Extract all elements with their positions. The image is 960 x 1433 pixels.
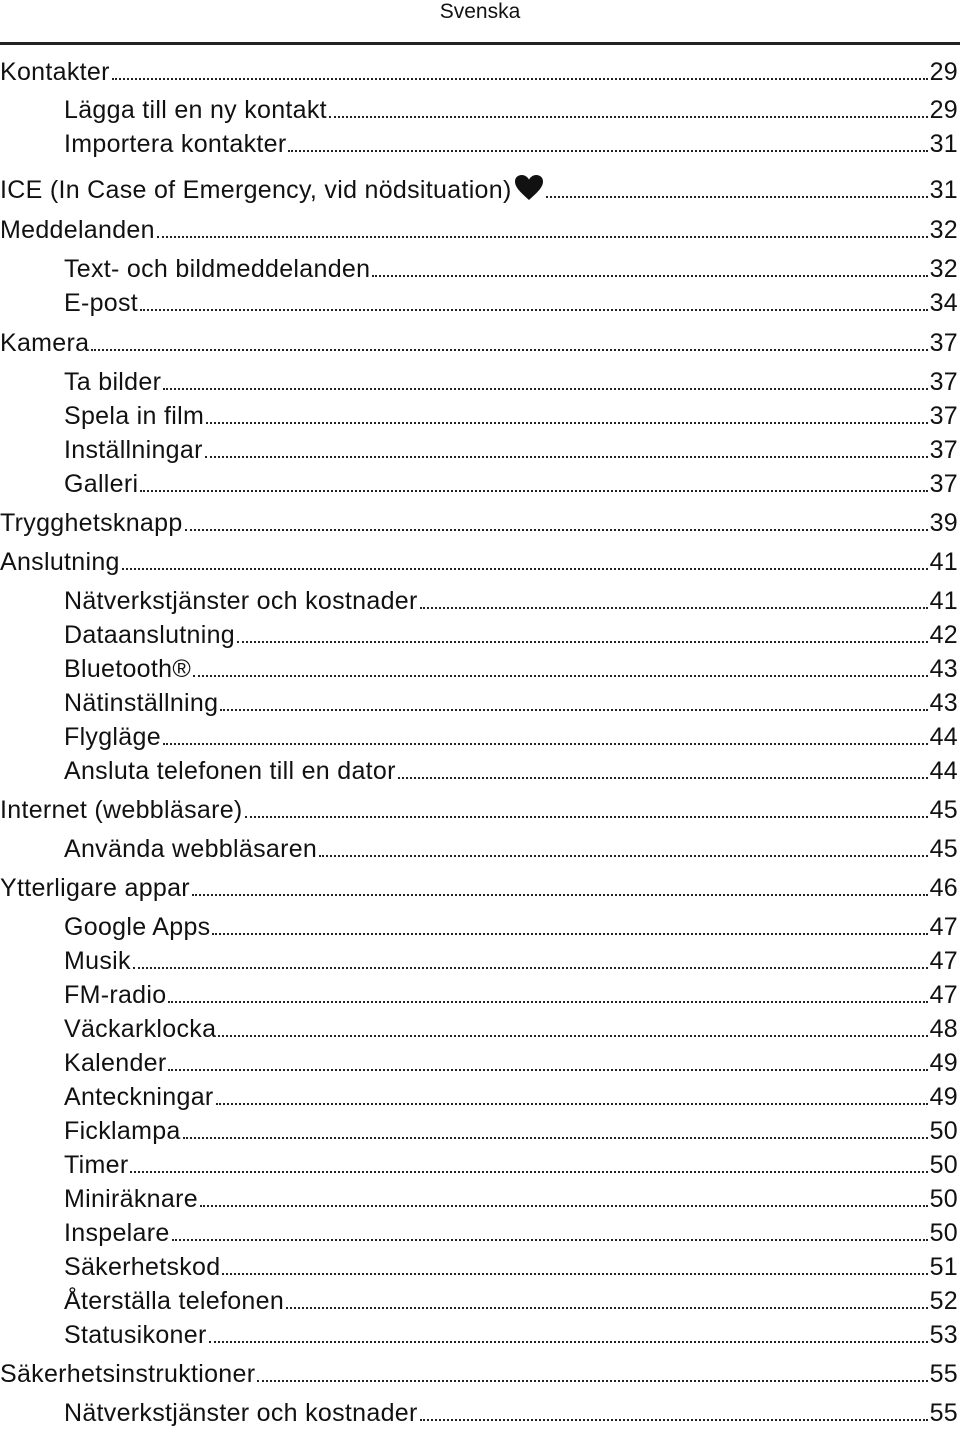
toc-entry-page-number: 49 bbox=[929, 1083, 958, 1111]
toc-dot-leader bbox=[192, 894, 928, 896]
toc-entry[interactable] bbox=[0, 586, 958, 616]
toc-entry-title bbox=[0, 795, 245, 825]
toc-dot-leader bbox=[319, 855, 927, 857]
toc-entry[interactable] bbox=[0, 547, 958, 577]
toc-entry[interactable] bbox=[0, 912, 958, 942]
toc-dot-leader bbox=[168, 1069, 927, 1071]
toc-entry-title bbox=[0, 328, 91, 358]
toc-entry[interactable] bbox=[0, 328, 958, 358]
toc-dot-leader bbox=[420, 1419, 928, 1421]
toc-entry-page-number: 34 bbox=[929, 289, 958, 317]
toc-entry[interactable] bbox=[0, 254, 958, 284]
toc-entry-title bbox=[64, 1252, 222, 1282]
toc-entry-title-text: FM-radio bbox=[64, 981, 167, 1009]
toc-dot-leader bbox=[133, 967, 928, 969]
toc-entry[interactable] bbox=[0, 508, 958, 538]
toc-entry-title bbox=[0, 873, 192, 903]
toc-dot-leader bbox=[286, 1307, 928, 1309]
toc-dot-leader bbox=[245, 816, 928, 818]
toc-entry-title bbox=[64, 912, 212, 942]
toc-entry-title-text: Miniräknare bbox=[64, 1185, 198, 1213]
toc-entry-title bbox=[64, 756, 398, 786]
toc-entry-title-text: Musik bbox=[64, 947, 131, 975]
toc-entry-title bbox=[64, 1184, 200, 1214]
toc-entry[interactable] bbox=[0, 288, 958, 318]
toc-entry-title bbox=[64, 946, 133, 976]
toc-dot-leader bbox=[546, 196, 928, 198]
toc-entry-page-number: 41 bbox=[929, 587, 958, 615]
toc-dot-leader bbox=[183, 1137, 928, 1139]
toc-entry-title-text: Nätinställning bbox=[64, 689, 219, 717]
toc-entry[interactable] bbox=[0, 654, 958, 684]
toc-entry-title-text: Kontakter bbox=[0, 58, 110, 86]
toc-dot-leader bbox=[257, 1380, 927, 1382]
toc-entry-title-text: Ta bilder bbox=[64, 368, 162, 396]
toc-entry-title bbox=[64, 980, 168, 1010]
toc-entry[interactable] bbox=[0, 129, 958, 159]
toc-entry-title-text: Ansluta telefonen till en dator bbox=[64, 757, 396, 785]
toc-entry-page-number: 51 bbox=[929, 1253, 958, 1281]
toc-entry-title bbox=[64, 586, 420, 616]
toc-entry-title bbox=[0, 174, 546, 205]
toc-entry[interactable] bbox=[0, 1116, 958, 1146]
toc-dot-leader bbox=[288, 150, 927, 152]
toc-entry[interactable] bbox=[0, 1184, 958, 1214]
toc-entry-page-number: 49 bbox=[929, 1049, 958, 1077]
toc-entry-title bbox=[64, 435, 205, 465]
toc-entry[interactable] bbox=[0, 620, 958, 650]
toc-entry-page-number: 48 bbox=[929, 1015, 958, 1043]
toc-dot-leader bbox=[185, 529, 928, 531]
page-header-label: Svenska bbox=[439, 0, 521, 23]
toc-entry-title-text: Inställningar bbox=[64, 436, 203, 464]
toc-entry-page-number: 47 bbox=[929, 947, 958, 975]
toc-entry-page-number: 37 bbox=[929, 436, 958, 464]
toc-entry-title bbox=[64, 469, 140, 499]
toc-entry-page-number: 45 bbox=[929, 796, 958, 824]
toc-entry-page-number: 43 bbox=[929, 689, 958, 717]
toc-entry-title bbox=[0, 508, 185, 538]
toc-entry-title bbox=[64, 1320, 209, 1350]
toc-dot-leader bbox=[172, 1239, 928, 1241]
toc-entry-page-number: 55 bbox=[929, 1399, 958, 1427]
toc-entry-title-text: Timer bbox=[64, 1151, 129, 1179]
toc-entry-title-text: Ficklampa bbox=[64, 1117, 181, 1145]
toc-entry[interactable] bbox=[0, 1048, 958, 1078]
toc-entry-title bbox=[64, 401, 206, 431]
toc-dot-leader bbox=[222, 1273, 927, 1275]
toc-entry-page-number: 37 bbox=[929, 402, 958, 430]
toc-entry-title bbox=[64, 288, 140, 318]
toc-dot-leader bbox=[220, 709, 927, 711]
toc-entry-title bbox=[64, 1286, 286, 1316]
toc-entry[interactable] bbox=[0, 435, 958, 465]
toc-entry-title bbox=[64, 1082, 216, 1112]
toc-entry[interactable] bbox=[0, 722, 958, 752]
toc-entry-page-number: 39 bbox=[929, 509, 958, 537]
toc-entry-title-text: Säkerhetsinstruktioner bbox=[0, 1360, 256, 1388]
toc-entry-title-text: Anslutning bbox=[0, 548, 120, 576]
toc-entry-title-text: Dataanslutning bbox=[64, 621, 235, 649]
toc-entry-title-text: ICE (In Case of Emergency, vid nödsituation) bbox=[0, 176, 512, 204]
toc-entry-title-text: Google Apps bbox=[64, 913, 211, 941]
toc-entry[interactable] bbox=[0, 367, 958, 397]
toc-entry-page-number: 42 bbox=[929, 621, 958, 649]
toc-dot-leader bbox=[212, 933, 927, 935]
toc-entry-page-number: 44 bbox=[929, 757, 958, 785]
toc-entry-title-text: Text- och bildmeddelanden bbox=[64, 255, 371, 283]
toc-entry-title bbox=[0, 215, 157, 245]
toc-entry-page-number: 53 bbox=[929, 1321, 958, 1349]
toc-dot-leader bbox=[218, 1035, 927, 1037]
toc-entry[interactable] bbox=[0, 95, 958, 125]
toc-entry-page-number: 41 bbox=[929, 548, 958, 576]
toc-entry-title-text: Kamera bbox=[0, 329, 90, 357]
toc-entry-page-number: 37 bbox=[929, 329, 958, 357]
toc-entry-page-number: 52 bbox=[929, 1287, 958, 1315]
toc-entry-page-number: 37 bbox=[929, 470, 958, 498]
toc-entry-title bbox=[64, 1048, 168, 1078]
toc-entry-title-text: Inspelare bbox=[64, 1219, 170, 1247]
toc-entry-title-text: Väckarklocka bbox=[64, 1015, 217, 1043]
toc-entry-title bbox=[64, 654, 193, 684]
toc-entry-title bbox=[64, 1116, 183, 1146]
toc-entry[interactable] bbox=[0, 873, 958, 903]
toc-entry-title-text: Använda webbläsaren bbox=[64, 835, 318, 863]
toc-entry-page-number: 32 bbox=[929, 216, 958, 244]
toc-entry-page-number: 50 bbox=[929, 1151, 958, 1179]
toc-entry-title-text: Nätverkstjänster och kostnader bbox=[64, 1399, 418, 1427]
toc-entry-title bbox=[64, 722, 163, 752]
toc-entry[interactable] bbox=[0, 946, 958, 976]
toc-entry[interactable] bbox=[0, 834, 958, 864]
toc-entry-page-number: 55 bbox=[929, 1360, 958, 1388]
toc-entry-title-text: Kalender bbox=[64, 1049, 167, 1077]
toc-dot-leader bbox=[168, 1001, 927, 1003]
toc-entry-title-text: Återställa telefonen bbox=[64, 1287, 285, 1315]
toc-entry-title-text: Internet (webbläsare) bbox=[0, 796, 243, 824]
toc-entry-title bbox=[64, 1014, 218, 1044]
toc-dot-leader bbox=[200, 1205, 928, 1207]
toc-entry-page-number: 46 bbox=[929, 874, 958, 902]
toc-dot-leader bbox=[329, 116, 928, 118]
toc-entry-title-text: Galleri bbox=[64, 470, 139, 498]
toc-entry-page-number: 50 bbox=[929, 1117, 958, 1145]
toc-entry-title bbox=[64, 1218, 172, 1248]
toc-entry-title-text: Flygläge bbox=[64, 723, 161, 751]
toc-entry-page-number: 29 bbox=[929, 96, 958, 124]
toc-entry-title-text: E-post bbox=[64, 289, 139, 317]
toc-dot-leader bbox=[140, 309, 928, 311]
toc-dot-leader bbox=[140, 490, 927, 492]
toc-dot-leader bbox=[209, 1341, 928, 1343]
toc-entry-title bbox=[0, 57, 112, 87]
toc-entry[interactable] bbox=[0, 174, 958, 205]
toc-entry[interactable] bbox=[0, 215, 958, 245]
toc-entry-page-number: 50 bbox=[929, 1219, 958, 1247]
toc-entry-title-text: Trygghetsknapp bbox=[0, 509, 183, 537]
toc-dot-leader bbox=[91, 349, 927, 351]
toc-entry-title-text: Meddelanden bbox=[0, 216, 155, 244]
toc-entry-title-text: Lägga till en ny kontakt bbox=[64, 96, 327, 124]
toc-entry-page-number: 32 bbox=[929, 255, 958, 283]
toc-entry-page-number: 31 bbox=[929, 130, 958, 158]
toc-entry-title-text: Säkerhetskod bbox=[64, 1253, 221, 1281]
toc-entry[interactable] bbox=[0, 1320, 958, 1350]
toc-entry-title bbox=[0, 547, 122, 577]
toc-entry[interactable] bbox=[0, 1150, 958, 1180]
toc-entry[interactable] bbox=[0, 1252, 958, 1282]
toc-dot-leader bbox=[163, 388, 927, 390]
toc-dot-leader bbox=[163, 743, 928, 745]
toc-entry-title-text: Spela in film bbox=[64, 402, 205, 430]
toc-entry-title-text: Statusikoner bbox=[64, 1321, 207, 1349]
toc-entry-title-text: Bluetooth® bbox=[64, 655, 192, 683]
toc-entry-title-text: Anteckningar bbox=[64, 1083, 214, 1111]
toc-entry[interactable] bbox=[0, 795, 958, 825]
toc-entry[interactable] bbox=[0, 469, 958, 499]
toc-entry-page-number: 47 bbox=[929, 913, 958, 941]
toc-dot-leader bbox=[420, 607, 928, 609]
toc-entry-page-number: 43 bbox=[929, 655, 958, 683]
header-divider bbox=[0, 42, 960, 45]
toc-entry-page-number: 31 bbox=[929, 176, 958, 204]
toc-entry-title bbox=[64, 834, 319, 864]
toc-entry[interactable] bbox=[0, 1014, 958, 1044]
toc-dot-leader bbox=[157, 236, 928, 238]
toc-entry-title-text: Nätverkstjänster och kostnader bbox=[64, 587, 418, 615]
toc-dot-leader bbox=[237, 641, 928, 643]
toc-dot-leader bbox=[130, 1171, 927, 1173]
toc-entry[interactable] bbox=[0, 57, 958, 87]
toc-entry-title bbox=[64, 1398, 420, 1428]
toc-dot-leader bbox=[398, 777, 928, 779]
toc-entry[interactable] bbox=[0, 1359, 958, 1389]
toc-entry[interactable] bbox=[0, 1398, 958, 1428]
toc-entry-title bbox=[64, 688, 220, 718]
toc-entry-title bbox=[64, 1150, 130, 1180]
toc-entry-title bbox=[64, 95, 329, 125]
toc-dot-leader bbox=[193, 675, 928, 677]
toc-entry-title bbox=[64, 254, 372, 284]
toc-entry-title-text: Ytterligare appar bbox=[0, 874, 190, 902]
toc-entry-title bbox=[0, 1359, 257, 1389]
toc-entry-title bbox=[64, 129, 288, 159]
toc-entry[interactable] bbox=[0, 1082, 958, 1112]
toc-entry-page-number: 29 bbox=[929, 58, 958, 86]
toc-entry[interactable] bbox=[0, 401, 958, 431]
toc-entry-page-number: 37 bbox=[929, 368, 958, 396]
table-of-contents bbox=[0, 50, 958, 1428]
toc-entry-title bbox=[64, 367, 163, 397]
toc-entry-page-number: 44 bbox=[929, 723, 958, 751]
toc-entry-title bbox=[64, 620, 237, 650]
heart-icon bbox=[514, 174, 544, 201]
toc-dot-leader bbox=[205, 456, 928, 458]
toc-entry[interactable] bbox=[0, 980, 958, 1010]
toc-entry[interactable] bbox=[0, 1286, 958, 1316]
toc-dot-leader bbox=[216, 1103, 928, 1105]
toc-entry-page-number: 50 bbox=[929, 1185, 958, 1213]
toc-dot-leader bbox=[122, 568, 928, 570]
toc-entry[interactable] bbox=[0, 756, 958, 786]
toc-dot-leader bbox=[206, 422, 928, 424]
toc-entry-title-text: Importera kontakter bbox=[64, 130, 287, 158]
toc-entry[interactable] bbox=[0, 1218, 958, 1248]
toc-dot-leader bbox=[112, 78, 928, 80]
toc-entry-page-number: 45 bbox=[929, 835, 958, 863]
toc-entry-page-number: 47 bbox=[929, 981, 958, 1009]
toc-dot-leader bbox=[372, 275, 927, 277]
toc-entry[interactable] bbox=[0, 688, 958, 718]
